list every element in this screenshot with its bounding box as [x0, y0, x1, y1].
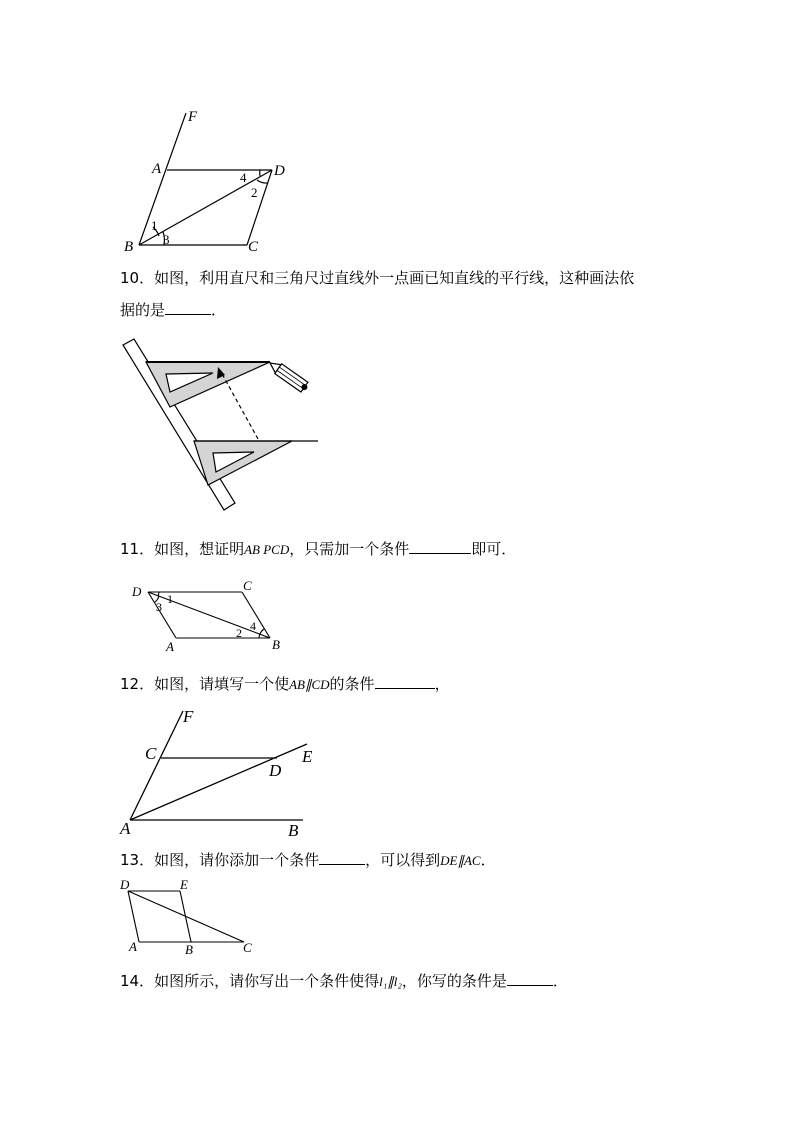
label-E: E: [302, 747, 313, 766]
angle-label-2: 2: [251, 185, 258, 200]
label-B: B: [288, 821, 299, 840]
label-D: D: [120, 877, 130, 892]
question-10-text: 10．如图，利用直尺和三角尺过直线外一点画已知直线的平行线，这种画法依: [120, 269, 635, 287]
answer-blank-13[interactable]: [319, 850, 365, 865]
label-D: D: [132, 584, 142, 599]
label-A: A: [152, 161, 162, 177]
math-de-parallel-ac: DE∥AC: [440, 853, 481, 868]
question-13: 13．如图，请你添加一个条件 ，可以得到DE∥AC．: [120, 851, 496, 869]
label-D: D: [274, 163, 285, 179]
angle-label-1: 1: [151, 218, 158, 233]
question-10-line-1: [120, 268, 634, 288]
label-B: B: [124, 239, 134, 255]
label-E: E: [180, 877, 188, 892]
answer-blank-12[interactable]: [375, 674, 435, 689]
label-A: A: [129, 939, 137, 954]
label-C: C: [243, 940, 252, 955]
math-ab-parallel-cd: AB PCD: [244, 542, 290, 557]
label-C: C: [248, 239, 259, 255]
figure-quadrilateral-dcba: [128, 578, 288, 656]
angle-label-4: 4: [240, 170, 247, 185]
angle-label-2: 2: [236, 626, 242, 640]
question-12: 12．如图，请填写一个使AB∥CD的条件 ，: [120, 675, 450, 693]
label-B: B: [185, 942, 193, 957]
label-F: F: [188, 109, 198, 125]
answer-blank-14[interactable]: [507, 971, 553, 986]
answer-blank-11[interactable]: [409, 539, 471, 554]
set-square-lower: [194, 441, 292, 485]
angle-label-3: 3: [163, 232, 170, 247]
label-C: C: [145, 744, 157, 763]
angle-label-1: 1: [167, 592, 173, 606]
label-D: D: [269, 761, 282, 780]
label-A: A: [120, 819, 131, 838]
angle-label-3: 3: [156, 600, 162, 614]
figure-lines-acdf: [115, 705, 325, 840]
question-11: 11．如图，想证明AB PCD，只需加一个条件 即可．: [120, 540, 517, 558]
figure-ruler-triangle: [118, 335, 328, 520]
pencil-icon: [267, 358, 311, 394]
label-C: C: [243, 578, 252, 593]
question-14: 14．如图所示，请你写出一个条件使得l₁∥l₂，你写的条件是 ．: [120, 972, 568, 990]
label-F: F: [183, 707, 194, 726]
label-B: B: [272, 637, 280, 652]
math-l1-parallel-l2: l₁∥l₂: [379, 974, 402, 989]
question-10-line-2: 据的是 ．: [120, 301, 227, 319]
math-ab-parallel-cd: AB∥CD: [289, 677, 330, 692]
angle-label-4: 4: [250, 619, 256, 633]
figure-parallelogram-abcd: [110, 105, 310, 255]
figure-trapezoid-deabc: [116, 876, 261, 958]
answer-blank-10[interactable]: [165, 300, 211, 315]
label-A: A: [166, 639, 174, 654]
